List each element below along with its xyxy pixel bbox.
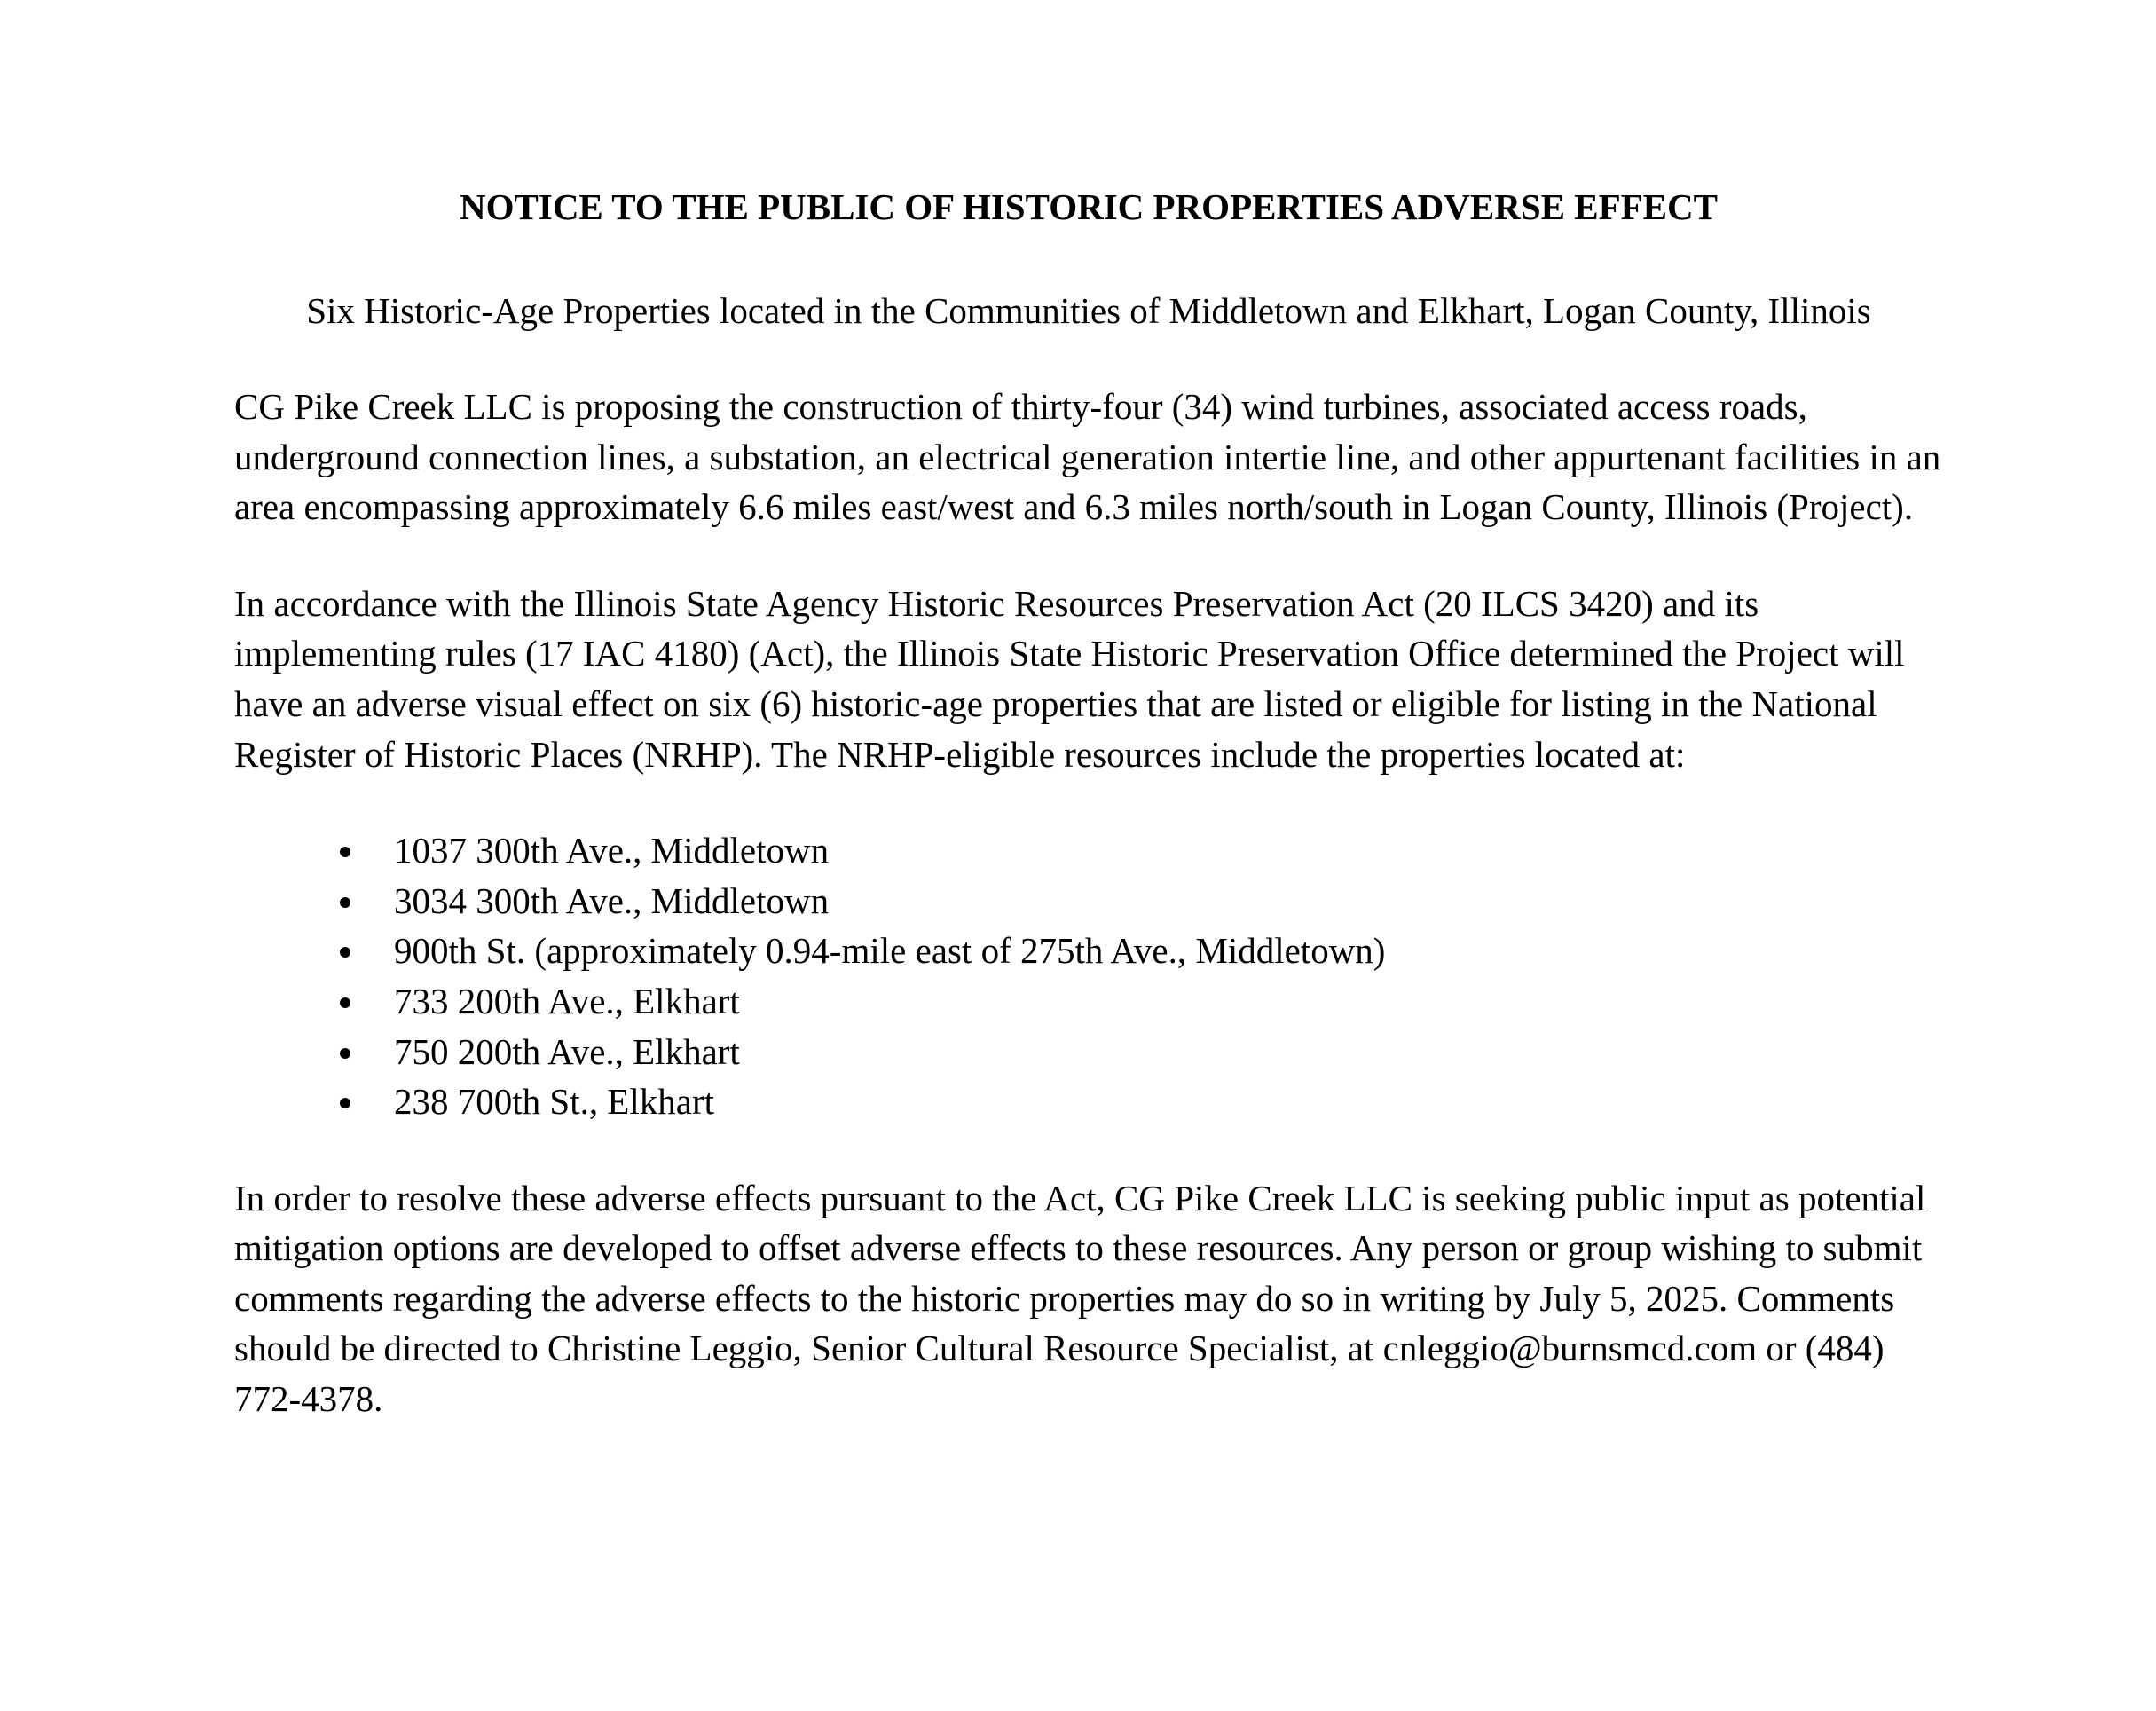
paragraph-project-description: CG Pike Creek LLC is proposing the construction of thirty-four (34) wind turbines, associated access roads, underground connection lines, a substation, an electrical generation intertie line, and other appurtenant facilities in an area encompassing approximately 6.6 miles east/west and 6.3 miles north/south in Logan County, Illinois (Project).	[234, 386, 1941, 528]
document-subtitle: Six Historic-Age Properties located in the Communities of Middletown and Elkhart, Logan County, Illinois	[306, 289, 1871, 331]
property-list-item: • 3034 300th Ave., Middletown	[367, 876, 1943, 926]
paragraph-public-input: In order to resolve these adverse effects pursuant to the Act, CG Pike Creek LLC is seeking public input as potential mitigation options are developed to offset adverse effects to these resources. Any person or group wishing to submit comments regarding the adverse effects to the historic properties may do so in writing by July 5, 2025. Comments should be directed to Christine Leggio, Senior Cultural Resource Specialist, at cnleggio@burnsmcd.com or (484) 772-4378.	[234, 1177, 1926, 1419]
property-list-item: • 1037 300th Ave., Middletown	[367, 825, 1943, 876]
property-list-item: • 900th St. (approximately 0.94-mile east of 275th Ave., Middletown)	[367, 926, 1943, 976]
property-list-item: • 750 200th Ave., Elkhart	[367, 1027, 1943, 1077]
property-list-item: • 733 200th Ave., Elkhart	[367, 976, 1943, 1027]
property-list-item: • 238 700th St., Elkhart	[367, 1076, 1943, 1127]
document-title: NOTICE TO THE PUBLIC OF HISTORIC PROPERTIES ADVERSE EFFECT	[460, 186, 1718, 227]
paragraph-act-determination: In accordance with the Illinois State Agency Historic Resources Preservation Act (20 ILCS 3420) and its implementing rules (17 IAC 4180) (Act), the Illinois State Historic Preservation Office determined the Project will have an adverse visual effect on six (6) historic-age properties that are listed or eligible for listing in the National Register of Historic Places (NRHP). The NRHP-eligible resources include the properties located at:	[234, 582, 1905, 775]
property-list	[234, 825, 1943, 1126]
